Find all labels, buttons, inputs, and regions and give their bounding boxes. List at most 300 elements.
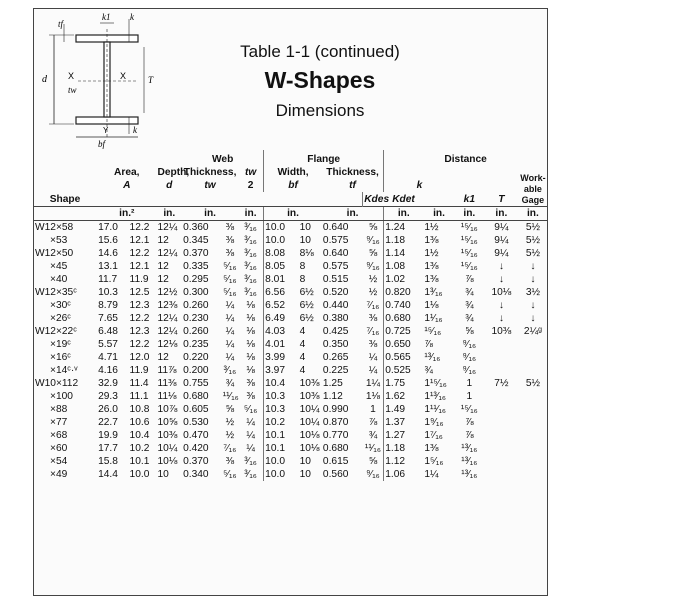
unit-cell: in.	[455, 207, 484, 221]
cell-bf: 10.3	[264, 390, 299, 403]
cell-d-frac: 10⅜	[157, 430, 178, 441]
cell-bf-frac: 10⅛	[299, 443, 320, 454]
cell-kdes: 1.18	[384, 234, 424, 247]
cell-d: 11.4	[129, 378, 149, 389]
table-row	[33, 455, 547, 468]
label-bf: bf	[98, 139, 106, 149]
cell-tw2: ⅜	[238, 390, 264, 403]
header-T: T	[498, 194, 505, 205]
cell-bf: 8.08	[264, 247, 299, 260]
cell-d-frac: 10⅛	[157, 456, 178, 467]
cell-tf-frac: ⁷⁄₁₆	[366, 326, 380, 337]
table-row	[33, 429, 547, 442]
cell-kdet: ¹³⁄₁₆	[424, 352, 441, 363]
header-gage: Work-able Gage	[520, 173, 546, 205]
cell-tw2: ⅜	[238, 377, 264, 390]
cell-bf: 4.01	[264, 338, 299, 351]
cell-tf-frac: ⅝	[368, 248, 378, 259]
cell-d-frac: 12¼	[157, 326, 178, 337]
cell-tf: 0.770	[322, 430, 349, 441]
cell-area: 19.9	[98, 430, 118, 441]
cell-shape: ×49	[50, 469, 68, 480]
cell-kdet: ¹⁵⁄₁₆	[424, 326, 442, 337]
cell-tf: 0.380	[322, 313, 349, 324]
cell-kdes: 0.740	[384, 299, 424, 312]
cell-tw2: ⅛	[238, 299, 264, 312]
cell-bf: 10.0	[264, 221, 299, 235]
cell-tw: 0.370	[183, 456, 209, 467]
cell-kdet: 1⅜	[424, 261, 439, 272]
cell-tw: 0.470	[183, 430, 209, 441]
cell-kdet: 1⅜	[424, 235, 439, 246]
cell-tw-frac: ¾	[225, 378, 235, 389]
cell-kdes: 0.725	[384, 325, 424, 338]
unit-cell: in.	[322, 207, 384, 221]
cell-bf-frac: 4	[299, 326, 306, 337]
table-body	[33, 221, 547, 482]
cell-tf-frac: ¼	[368, 365, 378, 376]
cell-bf-frac: 8	[299, 261, 306, 272]
cell-bf: 3.99	[264, 351, 299, 364]
cell-k1: ⅞	[465, 417, 474, 428]
cell-gage: 2¼ᵍ	[523, 326, 542, 337]
cell-d-frac: 12¼	[157, 313, 178, 324]
cell-shape: ×40	[50, 274, 68, 285]
cell-tw2: ⁵⁄₁₆	[238, 403, 264, 416]
cell-bf-frac: 4	[299, 339, 306, 350]
cell-d-frac: 11⅜	[157, 378, 177, 389]
cell-bf: 10.3	[264, 403, 299, 416]
table-row	[33, 377, 547, 390]
cell-T: 10⅛	[491, 287, 512, 298]
cell-gage: 5½	[525, 248, 540, 259]
cell-kdes: 1.12	[384, 455, 424, 468]
cell-tw-frac: ⅜	[225, 235, 235, 246]
label-tf: tf	[58, 19, 64, 29]
cell-gage: ↓	[530, 261, 536, 272]
cell-area: 11.7	[98, 274, 118, 285]
table-row	[33, 338, 547, 351]
cell-kdes: 1.75	[384, 377, 424, 390]
header-web-thickness: Thickness, tw	[183, 167, 237, 191]
cell-k1: ⁹⁄₁₆	[462, 352, 477, 363]
cell-bf-frac: 8⅛	[299, 248, 314, 259]
cell-tw-frac: ³⁄₁₆	[223, 365, 237, 376]
cell-tw: 0.220	[183, 352, 209, 363]
label-y-bottom: Y	[103, 126, 109, 135]
cell-tf: 0.425	[322, 326, 349, 337]
cell-bf: 6.56	[264, 286, 299, 299]
table-row	[33, 416, 547, 429]
cell-area: 15.6	[98, 235, 118, 246]
cell-bf: 8.05	[264, 260, 299, 273]
cell-d-frac: 12⅜	[157, 300, 178, 311]
header-kdes: Kdes	[364, 194, 390, 205]
cell-bf-frac: 10	[299, 222, 311, 233]
cell-shape: ×100	[50, 391, 73, 402]
cell-d: 12.0	[129, 352, 150, 363]
table-row	[33, 260, 547, 273]
cell-bf: 10.4	[264, 377, 299, 390]
cell-tw2: ³⁄₁₆	[238, 234, 264, 247]
cell-T	[484, 416, 519, 429]
cell-bf-frac: 10⅜	[299, 378, 320, 389]
cell-T	[484, 403, 519, 416]
cell-tw: 0.605	[183, 404, 209, 415]
header-area: Area, A	[114, 167, 140, 191]
cell-gage: ↓	[530, 313, 536, 324]
cell-tf: 0.520	[322, 287, 349, 298]
title-block	[185, 42, 455, 121]
table-row	[33, 390, 547, 403]
cell-T: 9¼	[494, 222, 509, 233]
cell-shape: W12×58	[35, 222, 74, 233]
table-row	[33, 325, 547, 338]
cell-tf-frac: ⁹⁄₁₆	[366, 261, 380, 272]
cell-area: 17.0	[98, 222, 118, 233]
header-tw-half: tw 2	[244, 167, 257, 191]
cell-tf: 0.870	[322, 417, 349, 428]
cell-tf-frac: 1	[370, 404, 376, 415]
cell-k1: ⅞	[465, 274, 474, 285]
cell-tf: 0.350	[322, 339, 349, 350]
cell-T	[484, 364, 519, 377]
cell-shape: ×53	[50, 235, 68, 246]
cell-tw-frac: ¼	[225, 300, 235, 311]
cell-kdes: 1.06	[384, 468, 424, 481]
cell-tw-frac: ⅜	[225, 248, 235, 259]
cell-tw2: ¼	[238, 429, 264, 442]
cell-kdes: 1.18	[384, 442, 424, 455]
cell-gage: ↓	[530, 300, 536, 311]
cell-tf: 0.440	[322, 300, 349, 311]
cell-d-frac: 10⅝	[157, 417, 178, 428]
cell-bf: 4.03	[264, 325, 299, 338]
label-T: T	[148, 75, 154, 85]
cell-shape: ×45	[50, 261, 68, 272]
cell-T: ↓	[498, 300, 504, 311]
cell-area: 6.48	[98, 326, 118, 337]
cell-shape: ×14ᶜ·ᵛ	[50, 365, 78, 376]
cell-tw2: ³⁄₁₆	[238, 468, 264, 481]
cell-bf: 8.01	[264, 273, 299, 286]
cell-kdes: 0.565	[384, 351, 424, 364]
cell-shape: ×54	[50, 456, 68, 467]
cell-kdes: 1.62	[384, 390, 424, 403]
cell-tw-frac: ⁵⁄₁₆	[223, 261, 237, 272]
cell-bf-frac: 6½	[299, 300, 314, 311]
cell-shape: W12×35ᶜ	[35, 287, 77, 298]
cell-bf: 10.0	[264, 234, 299, 247]
cell-kdes: 1.49	[384, 403, 424, 416]
cell-gage	[519, 403, 547, 416]
cell-kdet: 1¹⁵⁄₁₆	[424, 378, 447, 389]
cell-k1: ⅝	[465, 326, 474, 337]
cell-tw2: ⅛	[238, 364, 264, 377]
cell-tf: 0.575	[322, 261, 349, 272]
unit-cell: in.	[182, 207, 238, 221]
cell-gage	[519, 364, 547, 377]
header-web: Web	[211, 154, 234, 165]
cell-tw2: ³⁄₁₆	[238, 286, 264, 299]
cell-bf: 10.1	[264, 442, 299, 455]
cell-bf: 10.1	[264, 429, 299, 442]
cell-tw-frac: ¼	[225, 352, 235, 363]
cell-area: 15.8	[98, 456, 118, 467]
unit-cell: in.	[384, 207, 424, 221]
cell-gage	[519, 416, 547, 429]
cell-tw: 0.235	[183, 339, 209, 350]
cell-kdes: 1.27	[384, 429, 424, 442]
cell-k1: ¾	[465, 300, 474, 311]
cell-kdet: 1⅜	[424, 443, 439, 454]
cell-kdet: 1¹³⁄₁₆	[424, 391, 447, 402]
unit-cell: in.	[264, 207, 322, 221]
cell-d: 10.1	[129, 456, 150, 467]
table-number: Table 1-1 (continued)	[240, 42, 400, 61]
cell-area: 5.57	[98, 339, 118, 350]
cell-tw-frac: ⅝	[225, 404, 235, 415]
cell-k1: ⁹⁄₁₆	[462, 365, 477, 376]
cell-tw2: ³⁄₁₆	[238, 273, 264, 286]
cell-T	[484, 468, 519, 481]
cell-gage: 5½	[525, 235, 540, 246]
cell-shape: W12×50	[35, 248, 74, 259]
cell-kdet: 1½	[424, 248, 439, 259]
cell-kdet: 1¹¹⁄₁₆	[424, 404, 447, 415]
cell-tf: 0.990	[322, 404, 349, 415]
label-x-right: X	[120, 71, 127, 81]
cell-tf: 0.560	[322, 469, 349, 480]
cell-d-frac: 12	[157, 235, 169, 246]
cell-tf-frac: ⁹⁄₁₆	[366, 469, 380, 480]
label-d: d	[42, 74, 47, 85]
cell-area: 7.65	[98, 313, 118, 324]
table-row	[33, 221, 547, 235]
cell-tw: 0.260	[183, 300, 209, 311]
cell-gage	[519, 351, 547, 364]
cell-kdes: 1.37	[384, 416, 424, 429]
cell-k1: ¹⁵⁄₁₆	[460, 261, 478, 272]
label-k-bottom: k	[133, 125, 137, 135]
cell-tf: 1.25	[322, 378, 343, 389]
header-flange-width: Width, bf	[264, 166, 322, 192]
cell-T	[484, 390, 519, 403]
cell-tw2: ⅛	[238, 338, 264, 351]
table-subtitle: Dimensions	[275, 101, 365, 120]
cell-tw-frac: ¼	[225, 326, 235, 337]
unit-cell: in.	[238, 207, 264, 221]
cell-bf-frac: 6½	[299, 313, 314, 324]
cell-bf-frac: 10¼	[299, 404, 320, 415]
header-flange: Flange	[264, 150, 384, 166]
cell-d-frac: 10⅞	[157, 404, 178, 415]
cell-tw2: ⅛	[238, 351, 264, 364]
cell-bf-frac: 10	[299, 456, 311, 467]
cell-kdet: 1⁹⁄₁₆	[424, 417, 444, 428]
cell-tw2: ¼	[238, 416, 264, 429]
cell-area: 8.79	[98, 300, 118, 311]
table-title: W-Shapes	[264, 67, 376, 93]
header-shape: Shape	[49, 194, 81, 205]
cell-T	[484, 455, 519, 468]
cell-area: 14.6	[98, 248, 118, 259]
cell-d: 10.0	[129, 469, 150, 480]
cell-kdet: 1¼	[424, 469, 439, 480]
cell-tw: 0.335	[183, 261, 209, 272]
cell-tw-frac: ⁷⁄₁₆	[223, 443, 237, 454]
table-row	[33, 247, 547, 260]
cell-T: 7½	[494, 378, 509, 389]
cell-d: 12.2	[129, 248, 150, 259]
cell-kdes: 0.525	[384, 364, 424, 377]
cell-k1: ¹⁵⁄₁₆	[460, 404, 478, 415]
cell-kdes: 0.820	[384, 286, 424, 299]
cell-tw-frac: ⁵⁄₁₆	[223, 469, 237, 480]
cell-d-frac: 10	[157, 469, 169, 480]
cell-d: 10.4	[129, 430, 150, 441]
table-row	[33, 234, 547, 247]
cell-gage	[519, 468, 547, 481]
cell-gage	[519, 442, 547, 455]
cell-area: 4.71	[98, 352, 118, 363]
cell-k1: ¾	[465, 313, 474, 324]
cell-tw-frac: ¼	[225, 313, 235, 324]
cell-area: 29.3	[98, 391, 118, 402]
cell-d: 10.2	[129, 443, 150, 454]
cell-k1: ⅞	[465, 430, 474, 441]
cell-area: 17.7	[98, 443, 118, 454]
table-row	[33, 364, 547, 377]
cell-gage: 3½	[525, 287, 540, 298]
cell-bf-frac: 10¼	[299, 417, 320, 428]
header-distance: Distance	[384, 150, 547, 166]
cell-bf-frac: 10⅜	[299, 391, 320, 402]
table-row	[33, 312, 547, 325]
cell-kdet: ¾	[424, 365, 433, 376]
cell-tf-frac: ½	[368, 287, 378, 298]
cell-k1: 1	[466, 378, 473, 389]
cell-d: 12.3	[129, 326, 150, 337]
cell-d: 10.6	[129, 417, 150, 428]
table-row	[33, 273, 547, 286]
cell-tw: 0.200	[183, 365, 209, 376]
cell-bf-frac: 10⅛	[299, 430, 320, 441]
cell-tw: 0.230	[183, 313, 209, 324]
cell-bf-frac: 10	[299, 235, 311, 246]
cell-d: 12.2	[129, 222, 150, 233]
cell-tw: 0.340	[183, 469, 209, 480]
cell-kdes: 1.02	[384, 273, 424, 286]
cell-kdet: 1⅜	[424, 274, 439, 285]
cell-tf-frac: ¾	[368, 430, 378, 441]
label-k1: k1	[102, 12, 111, 22]
table-row	[33, 299, 547, 312]
cell-kdet: 1¹⁄₁₆	[424, 313, 443, 324]
unit-cell: in.	[519, 207, 547, 221]
cell-tf-frac: ¼	[368, 352, 378, 363]
cell-tf-frac: 1⅛	[365, 391, 381, 402]
cell-tw: 0.370	[183, 248, 209, 259]
cell-k1: ¹³⁄₁₆	[461, 443, 478, 454]
units-row	[33, 207, 547, 221]
cell-tw: 0.295	[183, 274, 209, 285]
cell-gage	[519, 455, 547, 468]
cell-tw-frac: ⁵⁄₁₆	[223, 287, 237, 298]
cell-shape: W12×22ᶜ	[35, 326, 77, 337]
unit-cell: in.²	[97, 207, 156, 221]
cell-tw2: ³⁄₁₆	[238, 260, 264, 273]
cell-tw: 0.755	[183, 378, 209, 389]
cell-shape: W10×112	[35, 378, 79, 389]
cell-shape: ×16ᶜ	[50, 352, 71, 363]
cell-kdet: 1³⁄₁₆	[424, 287, 443, 298]
cell-tw2: ⅛	[238, 312, 264, 325]
cell-T: ↓	[498, 274, 504, 285]
cell-tw-frac: ⁵⁄₁₆	[223, 274, 237, 285]
cell-d: 12.1	[129, 261, 150, 272]
cell-area: 13.1	[98, 261, 118, 272]
cell-d-frac: 12	[157, 261, 169, 272]
cell-d-frac: 12⅛	[157, 339, 178, 350]
cell-bf-frac: 10	[299, 469, 311, 480]
cell-tf-frac: 1¼	[365, 378, 381, 389]
cell-tf-frac: ⅜	[368, 339, 378, 350]
unit-cell: in.	[423, 207, 454, 221]
cell-tw-frac: ½	[225, 430, 235, 441]
cell-gage: 5½	[525, 378, 540, 389]
cell-T: 10⅜	[491, 326, 512, 337]
cell-area: 14.4	[98, 469, 118, 480]
cell-tf: 0.680	[322, 443, 349, 454]
cell-gage: 5½	[525, 222, 540, 233]
cell-d: 11.9	[129, 365, 149, 376]
cell-d-frac: 11⅛	[157, 391, 177, 402]
cell-area: 22.7	[98, 417, 118, 428]
unit-cell	[33, 207, 97, 221]
cell-T	[484, 338, 519, 351]
table-row	[33, 351, 547, 364]
cell-bf: 3.97	[264, 364, 299, 377]
cell-k1: 1	[466, 391, 473, 402]
cell-tw-frac: ¼	[225, 339, 235, 350]
cell-d-frac: 12	[157, 274, 169, 285]
cell-k1: ¾	[465, 287, 474, 298]
cell-tf: 0.615	[322, 456, 349, 467]
cell-tf-frac: ¹¹⁄₁₆	[364, 443, 381, 454]
cell-gage	[519, 429, 547, 442]
cell-gage: ↓	[530, 274, 536, 285]
cell-d-frac: 11⅞	[157, 365, 177, 376]
cell-k1: ¹³⁄₁₆	[461, 456, 478, 467]
cell-d: 12.5	[129, 287, 150, 298]
cell-d: 10.8	[129, 404, 150, 415]
cell-tf: 0.575	[322, 235, 349, 246]
cell-kdes: 1.14	[384, 247, 424, 260]
cell-shape: ×19ᶜ	[50, 339, 71, 350]
cell-tf-frac: ⅞	[368, 417, 378, 428]
cell-k1: ¹⁵⁄₁₆	[460, 235, 478, 246]
cell-T: ↓	[498, 261, 504, 272]
cell-tf-frac: ⁷⁄₁₆	[366, 300, 380, 311]
table-row	[33, 286, 547, 299]
cell-tw2: ³⁄₁₆	[238, 221, 264, 235]
cell-tf-frac: ⅝	[368, 222, 378, 233]
cell-tf-frac: ⁹⁄₁₆	[366, 235, 380, 246]
cell-bf: 10.0	[264, 468, 299, 481]
cell-area: 10.3	[98, 287, 118, 298]
label-tw: tw	[68, 85, 77, 95]
